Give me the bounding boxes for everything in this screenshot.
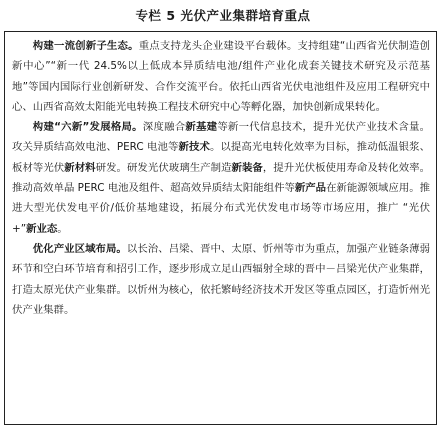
column-box [4, 31, 437, 425]
paragraph-text: 深度融合 [142, 121, 186, 134]
paragraph-text: 。 [57, 222, 68, 235]
paragraph-innovation [12, 36, 430, 117]
keyword-new-products: 新产品 [294, 182, 327, 195]
paragraph-lead: 优化产业区域布局。 [32, 242, 127, 255]
paragraph-regional-layout [12, 239, 430, 320]
keyword-new-technology: 新技术 [178, 141, 210, 154]
paragraph-text: 等新一代信息技术，提升光伏产业技术含量。攻关异质结高效电池、PERC 电池等 [12, 121, 431, 154]
paragraph-lead: 构建“六新”发展格局。 [32, 121, 143, 134]
paragraph-lead: 构建一流创新子生态。 [32, 40, 139, 52]
keyword-new-infrastructure: 新基建 [185, 121, 218, 134]
keyword-new-equipment: 新装备 [231, 161, 263, 174]
paragraph-text: ，提升光伏板使用寿命及转化效率。推动高效单晶 PERC 电池及组件、超高效异质结太阳能组件等 [12, 161, 431, 195]
paragraph-text: 研发。研发光伏玻璃生产制造 [95, 161, 232, 174]
paragraph-text: 。以提高光电转化效率为目标，推动低温银浆、板材等光伏 [12, 141, 431, 174]
column-title: 专栏 5 光伏产业集群培育重点 [135, 8, 311, 23]
paragraph-text: 以长治、吕梁、晋中、太原、忻州等市为重点，加强产业链条薄弱环节和空白环节培育和招引工作，逐步形成立足山西辐射全球的晋中－吕梁光伏产业集群，打造太原光伏产业集群。以忻州为核心，依托繁峙经济技术开发区等重点园区，打造忻州光伏产业集群。 [12, 242, 431, 316]
paragraph-text: 在新能源领域应用。推进大型光伏发电平价/低价基地建设，拓展分布式光伏发电市场等市场应用，推广 “光伏+” [12, 182, 431, 235]
keyword-new-business-forms: 新业态 [26, 222, 58, 235]
paragraph-six-new [12, 117, 430, 239]
paragraph-text: 重点支持龙头企业建设平台载体。支持组建“山西省光伏制造创新中心”“新一代 24.5%以上低成本异质结电池/组件产业化成套关键技术研究及示范基地”等国内国际行业创新研发、合作交流平台。依托山西省光伏电池组件及应用工程研究中心、山西省高效太阳能光电转换工程技术研究中心等孵化器，加快创新成果转化。 [12, 40, 431, 113]
keyword-new-materials: 新材料 [64, 161, 96, 174]
